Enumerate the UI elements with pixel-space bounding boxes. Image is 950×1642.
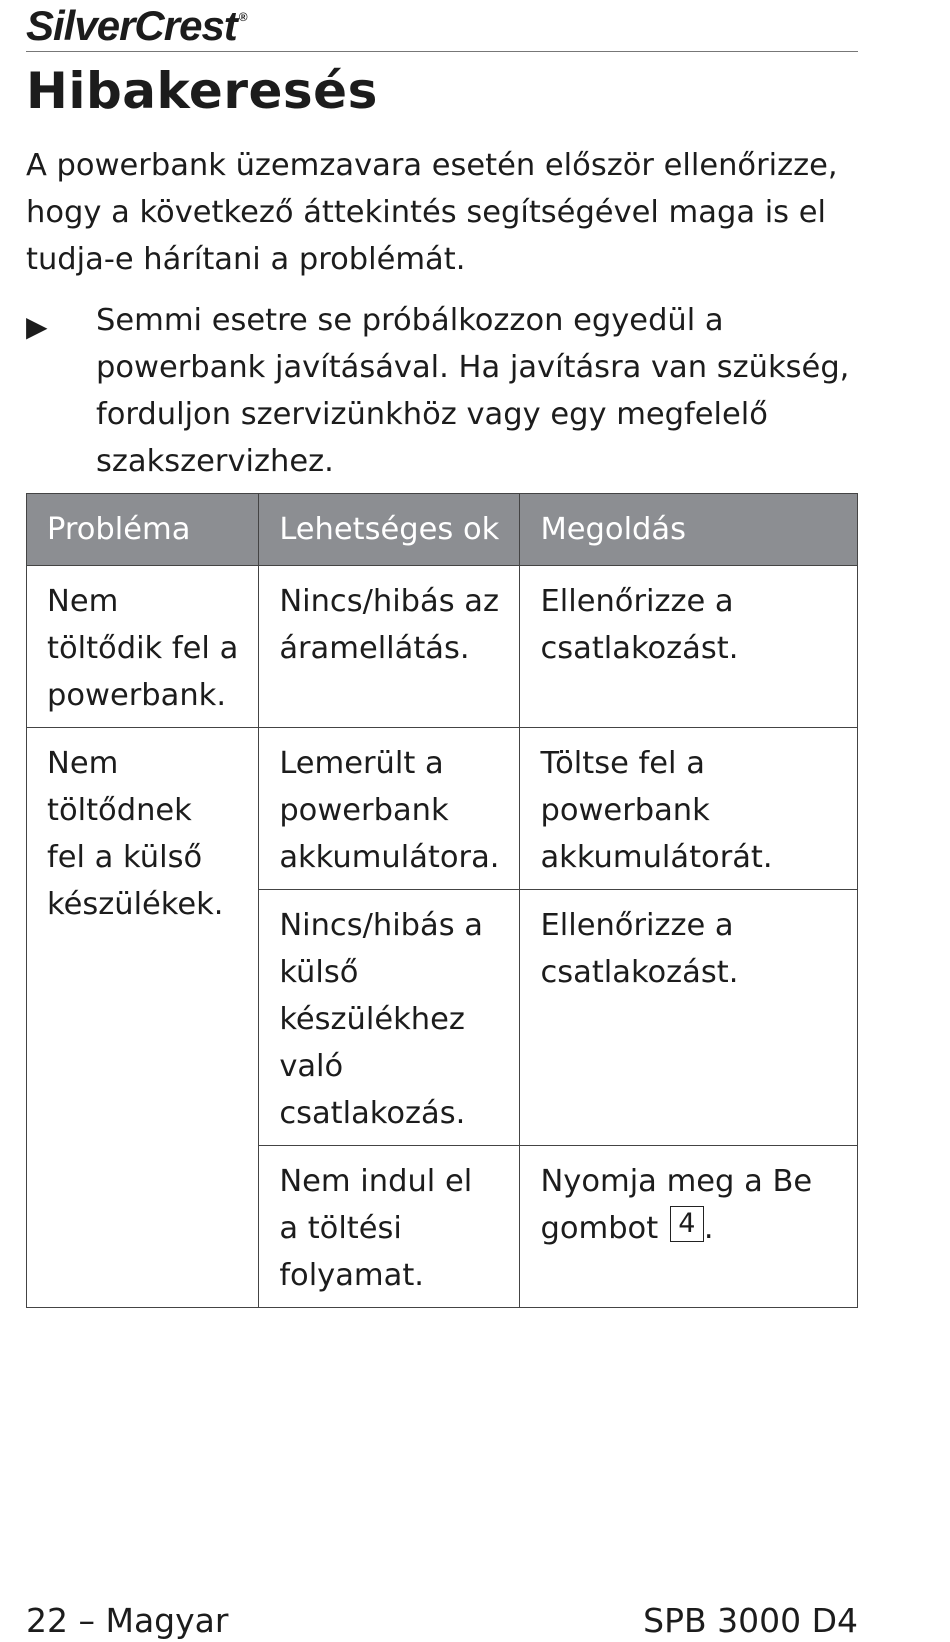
triangle-arrow-icon: ▶: [26, 310, 48, 343]
header-problem: Probléma: [27, 494, 259, 566]
header-rule: [26, 51, 858, 52]
page-title: Hibakeresés: [26, 62, 378, 120]
cause-cell: Nincs/hibás az áramellátás.: [259, 566, 520, 728]
brand-name: SilverCrest: [26, 2, 237, 49]
table-row: [27, 566, 858, 728]
brand-logo: [26, 2, 247, 50]
problem-cell: Nem töltődik fel a powerbank.: [27, 566, 259, 728]
part-reference-number: 4: [670, 1206, 704, 1242]
cause-cell: Nem indul el a töltési folyamat.: [259, 1146, 520, 1308]
intro-paragraph: A powerbank üzemzavara esetén először ellenőrizze, hogy a következő áttekintés segítségével maga is el tudja-e hárítani a problémát.: [26, 148, 838, 277]
solution-text: Nyomja meg a Be gombot: [540, 1164, 813, 1246]
model-number: SPB 3000 D4: [643, 1601, 858, 1640]
table-header-row: [27, 494, 858, 566]
registered-mark: ®: [238, 10, 247, 24]
page-number-language: 22 – Magyar: [26, 1601, 229, 1640]
header-cause: Lehetséges ok: [259, 494, 520, 566]
solution-cell: [520, 1146, 858, 1308]
warning-note: [26, 297, 858, 485]
table-row: [27, 728, 858, 890]
solution-cell: Töltse fel a powerbank akkumulátorát.: [520, 728, 858, 890]
cause-cell: Lemerült a powerbank akkumulátora.: [259, 728, 520, 890]
troubleshooting-table: [26, 493, 858, 1308]
solution-cell: Ellenőrizze a csatlakozást.: [520, 890, 858, 1146]
problem-cell: Nem töltődnek fel a külső készülékek.: [27, 728, 259, 1308]
solution-cell: Ellenőrizze a csatlakozást.: [520, 566, 858, 728]
solution-suffix: .: [703, 1211, 714, 1246]
header-solution: Megoldás: [520, 494, 858, 566]
warning-text: Semmi esetre se próbálkozzon egyedül a powerbank javításával. Ha javításra van szükség, forduljon szervizünkhöz vagy egy megfelelő szakszervizhez.: [96, 303, 850, 479]
cause-cell: Nincs/hibás a külső készülékhez való csatlakozás.: [259, 890, 520, 1146]
